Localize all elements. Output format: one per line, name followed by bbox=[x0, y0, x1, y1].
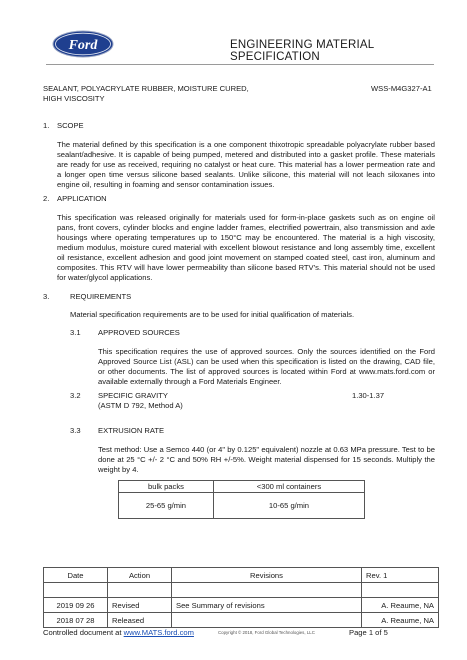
section-number-application: 2. bbox=[43, 194, 50, 203]
specific-gravity-value: 1.30-1.37 bbox=[352, 391, 385, 400]
specific-gravity-method: (ASTM D 792, Method A) bbox=[98, 401, 183, 410]
document-type-title: ENGINEERING MATERIAL SPECIFICATION bbox=[230, 39, 374, 63]
copyright-notice: Copyright © 2018, Ford Global Technologies, LLC bbox=[218, 630, 315, 635]
table-row bbox=[44, 598, 439, 613]
section-heading-application: APPLICATION bbox=[57, 194, 107, 203]
revision-spacer-row bbox=[44, 583, 439, 598]
approved-sources-text: This specification requires the use of approved sources. Only the sources identified on the Ford Approved Source List (ASL) can be used when this specification is listed on the drawing, CAD file, or other documents. The list of approved sources is located within Ford at www.mats.ford.com or available externally through a Ford Materials Engineer. bbox=[98, 347, 435, 386]
revision-table bbox=[43, 567, 439, 628]
revision-date: 2018 07 28 bbox=[44, 613, 108, 628]
subsection-number-3-3: 3.3 bbox=[70, 426, 81, 435]
revision-description bbox=[172, 613, 362, 628]
ford-logo-text: Ford bbox=[68, 38, 98, 53]
controlled-document-note bbox=[43, 628, 194, 638]
revision-action: Revised bbox=[108, 598, 172, 613]
requirements-text: Material specification requirements are to be used for initial qualification of materials. bbox=[70, 310, 355, 319]
section-heading-requirements: REQUIREMENTS bbox=[70, 292, 132, 301]
mats-link[interactable]: www.MATS.ford.com bbox=[123, 628, 194, 637]
revision-header-revisions: Revisions bbox=[172, 568, 362, 583]
table-row bbox=[44, 613, 439, 628]
scope-text: The material defined by this specification is a one component thixotropic spreadable polyacrylate rubber based sealant/adhesive. It is capable of being pumped, metered and distributed into a gasket profile. These materials are ready for use as received, requiring no catalyst or heat cure. This material has a lower permeation rate and a longer open time versus silicone based sealants. Unlike silicone, this material will not leach siloxanes into engine oil, resulting in foaming and sensor contamination issues. bbox=[57, 140, 435, 189]
section-number-requirements: 3. bbox=[43, 292, 50, 301]
revision-header-date: Date bbox=[44, 568, 108, 583]
table-header-bulk-packs: bulk packs bbox=[119, 481, 214, 493]
subsection-heading-extrusion-rate: EXTRUSION RATE bbox=[98, 426, 165, 435]
table-header-containers: <300 ml containers bbox=[213, 481, 364, 493]
page-number: Page 1 of 5 bbox=[349, 628, 388, 637]
subsection-number-3-2: 3.2 bbox=[70, 391, 81, 400]
revision-action: Released bbox=[108, 613, 172, 628]
spec-title bbox=[43, 84, 268, 104]
section-number-scope: 1. bbox=[43, 121, 50, 130]
revision-author: A. Reaume, NA bbox=[362, 613, 439, 628]
table-cell-containers-value: 10-65 g/min bbox=[213, 493, 364, 519]
application-text: This specification was released originally for materials used for form-in-place gaskets such as on engine oil pans, front covers, cylinder blocks and engine ladder frames, electrified powertrain, also transmission and axle housings where operating temperatures up to 150°C may be encountered. The material is a high viscosity, medium modulus, moisture cured material with excellent blowout resistance and long assembly time, excellent oil resistance, excellent adhesion and good joint movement on stamped coated steel, cast iron, aluminum and composites. This RTV will have lower permeability than silicone based RTV's. This material should not be used for water/glycol applications. bbox=[57, 213, 435, 282]
subsection-number-3-1: 3.1 bbox=[70, 328, 81, 337]
revision-header-row bbox=[44, 568, 439, 583]
revision-date: 2019 09 26 bbox=[44, 598, 108, 613]
extrusion-rate-table bbox=[118, 480, 365, 519]
revision-header-rev: Rev. 1 bbox=[362, 568, 439, 583]
spec-title-line2: HIGH VISCOSITY bbox=[43, 94, 105, 103]
table-cell-bulk-packs-value: 25-65 g/min bbox=[119, 493, 214, 519]
header-divider bbox=[46, 64, 434, 65]
revision-description: See Summary of revisions bbox=[172, 598, 362, 613]
subsection-heading-approved-sources: APPROVED SOURCES bbox=[98, 328, 180, 337]
subsection-heading-specific-gravity: SPECIFIC GRAVITY bbox=[98, 391, 168, 400]
ford-logo bbox=[52, 30, 114, 58]
spec-number: WSS-M4G327-A1 bbox=[371, 84, 432, 93]
revision-header-action: Action bbox=[108, 568, 172, 583]
revision-author: A. Reaume, NA bbox=[362, 598, 439, 613]
section-heading-scope: SCOPE bbox=[57, 121, 84, 130]
ford-oval-icon bbox=[52, 30, 114, 58]
spec-title-line1: SEALANT, POLYACRYLATE RUBBER, MOISTURE CURED, bbox=[43, 84, 249, 93]
extrusion-rate-text: Test method: Use a Semco 440 (or 4" by 0.125" equivalent) nozzle at 0.63 MPa pressure. Test to be done at 25 °C +/- 2 °C and 50% RH +/-5%. Weight material dispensed for 15 seconds. Multiply the weight by 4. bbox=[98, 445, 435, 474]
controlled-document-prefix: Controlled document at bbox=[43, 628, 124, 637]
